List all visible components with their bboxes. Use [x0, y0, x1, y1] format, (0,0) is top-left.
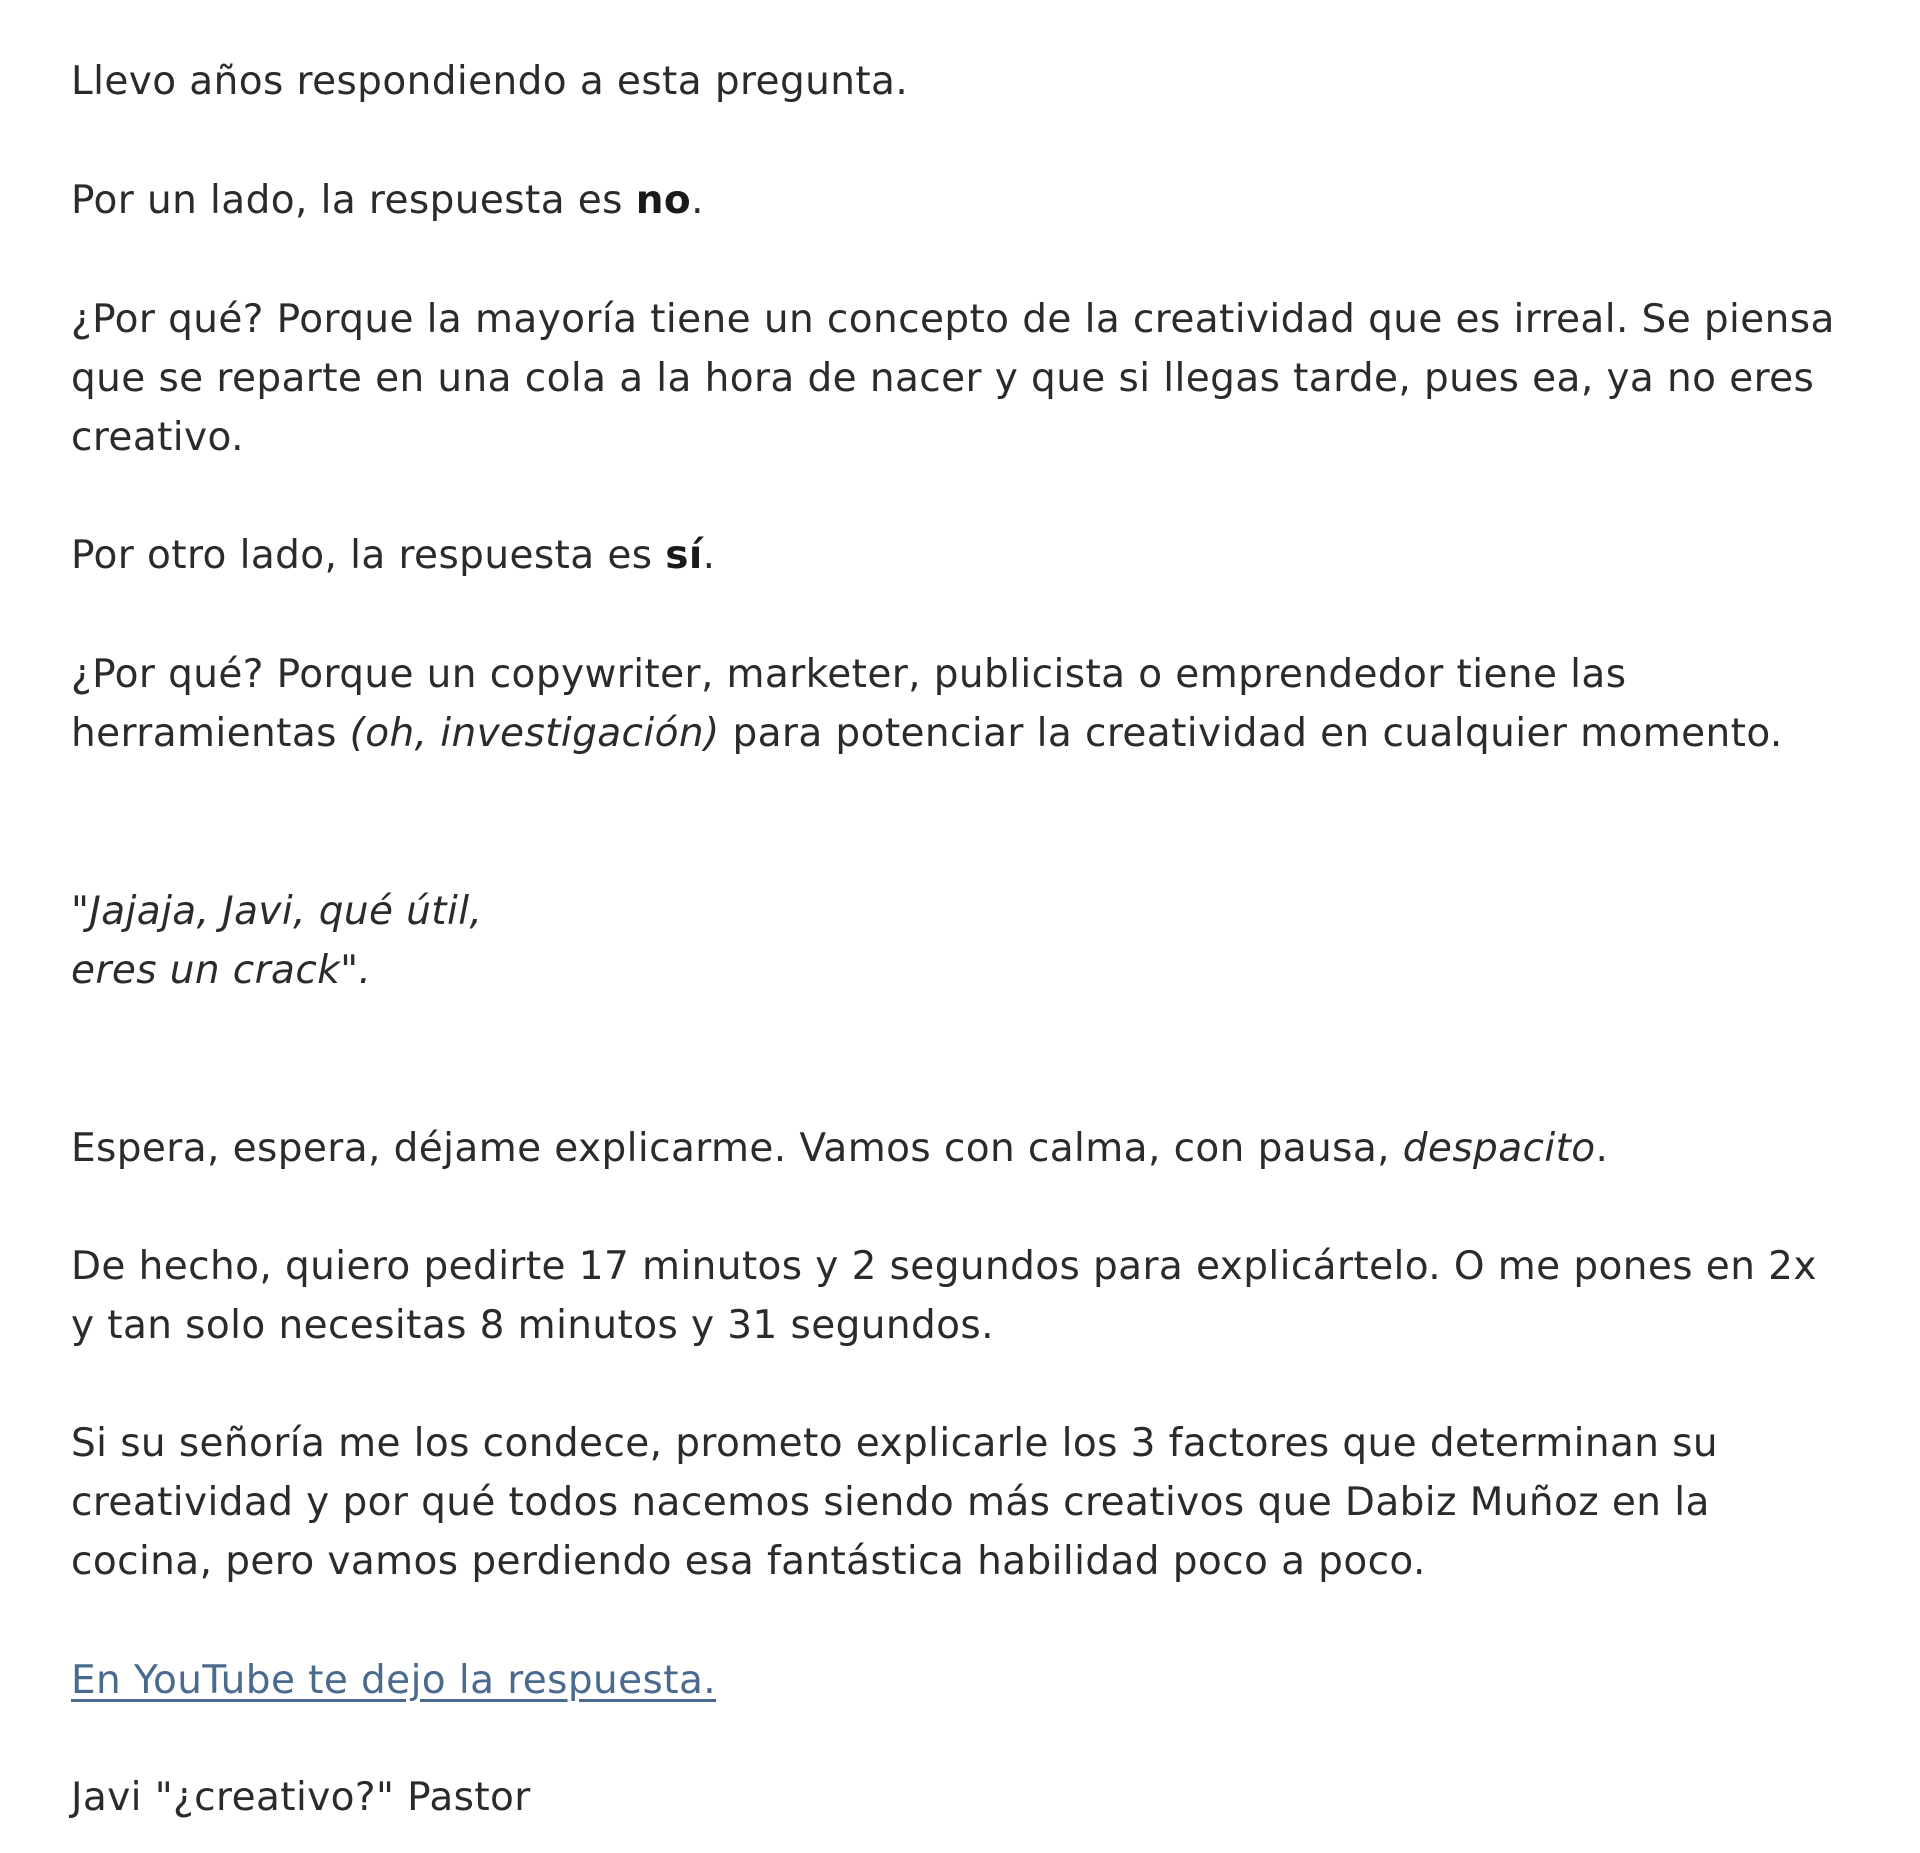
youtube-link[interactable]: En YouTube te dejo la respuesta.	[71, 1658, 717, 1703]
answer-no-paragraph: Por un lado, la respuesta es no.	[71, 178, 704, 223]
answer-yes: sí	[665, 533, 703, 578]
answer-yes-paragraph: Por otro lado, la respuesta es sí.	[71, 533, 716, 578]
duration-paragraph: De hecho, quiero pedirte 17 minutos y 2 segundos para explicártelo. O me pones en 2x y tan solo necesitas 8 minutos y 31 segundos.	[71, 1244, 1817, 1348]
quote-paragraph: "Jajaja, Javi, qué útil, eres un crack".	[71, 889, 483, 993]
why-yes-paragraph: ¿Por qué? Porque un copywriter, marketer, publicista o emprendedor tiene las herramientas (oh, investigación) para potenciar la creatividad en cualquier momento.	[71, 652, 1783, 756]
why-no-paragraph: ¿Por qué? Porque la mayoría tiene un concepto de la creatividad que es irreal. Se piensa que se reparte en una cola a la hora de nacer y que si llegas tarde, pues ea, ya no eres creativo.	[71, 297, 1835, 460]
wait-paragraph: Espera, espera, déjame explicarme. Vamos con calma, con pausa, despacito.	[71, 1126, 1609, 1171]
youtube-paragraph	[71, 1651, 716, 1710]
signature: Javi "¿creativo?" Pastor	[71, 1775, 531, 1820]
intro-paragraph: Llevo años respondiendo a esta pregunta.	[71, 59, 909, 104]
answer-no: no	[635, 178, 692, 223]
promise-paragraph: Si su señoría me los condece, prometo explicarle los 3 factores que determinan su creatividad y por qué todos nacemos siendo más creativos que Dabiz Muñoz en la cocina, pero vamos perdiendo esa fantástica habilidad poco a poco.	[71, 1421, 1718, 1584]
